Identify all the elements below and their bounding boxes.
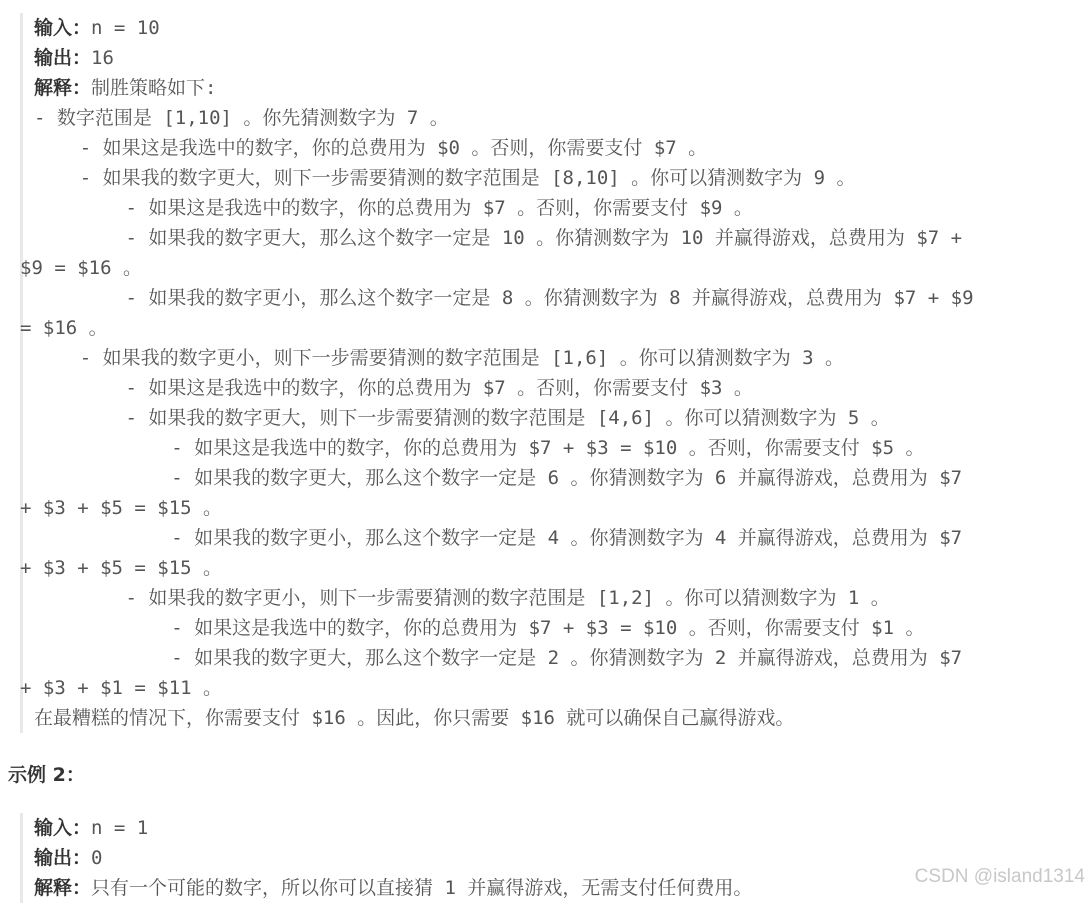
strategy-line: - 如果我的数字更小，则下一步需要猜测的数字范围是 [1,6] 。你可以猜测数字为 3 。 (34, 347, 845, 369)
output-line (34, 843, 894, 873)
strategy-line: - 如果我的数字更大，那么这个数字一定是 2 。你猜测数字为 2 并赢得游戏，总费用为 $7 (34, 647, 963, 669)
strategy-line-continuation: $9 = $16 。 (20, 257, 142, 279)
strategy-line: - 如果这是我选中的数字，你的总费用为 $7 + $3 = $10 。否则，你需要支付 $1 。 (34, 617, 925, 639)
strategy-line: - 如果我的数字更小，那么这个数字一定是 4 。你猜测数字为 4 并赢得游戏，总费用为 $7 (34, 527, 963, 549)
strategy-line: - 如果这是我选中的数字，你的总费用为 $0 。否则，你需要支付 $7 。 (34, 137, 708, 159)
input-line (34, 813, 894, 843)
strategy-line-continuation: + $3 + $5 = $15 。 (20, 557, 223, 579)
strategy-line: - 如果我的数字更小，那么这个数字一定是 8 。你猜测数字为 8 并赢得游戏，总费用为 $7 + $9 (34, 287, 974, 309)
output-line (34, 43, 1089, 73)
explain-line (34, 73, 1089, 103)
input-value: n = 1 (91, 817, 149, 839)
output-label: 输出： (34, 47, 92, 69)
explain-label: 解释： (34, 877, 92, 899)
strategy-line: - 如果我的数字更大，则下一步需要猜测的数字范围是 [4,6] 。你可以猜测数字为 5 。 (34, 407, 890, 429)
explain-label: 解释： (34, 77, 92, 99)
example-2-block (20, 813, 894, 903)
output-value: 0 (91, 847, 103, 869)
input-label: 输入： (34, 817, 92, 839)
strategy-line: - 如果这是我选中的数字，你的总费用为 $7 。否则，你需要支付 $3 。 (34, 377, 753, 399)
strategy-line: - 如果我的数字更大，那么这个数字一定是 10 。你猜测数字为 10 并赢得游戏，总费用为 $7 + (34, 227, 963, 249)
strategy-line: - 数字范围是 [1,10] 。你先猜测数字为 7 。 (34, 107, 449, 129)
output-value: 16 (91, 47, 114, 69)
csdn-watermark: CSDN @island1314 (914, 866, 1085, 887)
input-label: 输入： (34, 17, 92, 39)
input-line (34, 13, 1089, 43)
explain-value: 只有一个可能的数字，所以你可以直接猜 1 并赢得游戏，无需支付任何费用。 (91, 877, 753, 899)
explain-line (34, 873, 894, 903)
strategy-line: - 如果我的数字更大，那么这个数字一定是 6 。你猜测数字为 6 并赢得游戏，总费用为 $7 (34, 467, 963, 489)
strategy-line-continuation: + $3 + $5 = $15 。 (20, 497, 223, 519)
input-value: n = 10 (91, 17, 160, 39)
output-label: 输出： (34, 847, 92, 869)
strategy-line: - 如果这是我选中的数字，你的总费用为 $7 + $3 = $10 。否则，你需要支付 $5 。 (34, 437, 925, 459)
strategy-line-continuation: = $16 。 (20, 317, 108, 339)
strategy-line-continuation: + $3 + $1 = $11 。 (20, 677, 223, 699)
strategy-line: - 如果我的数字更小，则下一步需要猜测的数字范围是 [1,2] 。你可以猜测数字为 1 。 (34, 587, 890, 609)
example-1-block (20, 13, 1089, 733)
conclusion-line: 在最糟糕的情况下，你需要支付 $16 。因此，你只需要 $16 就可以确保自己赢得游戏。 (34, 707, 795, 729)
strategy-line: - 如果这是我选中的数字，你的总费用为 $7 。否则，你需要支付 $9 。 (34, 197, 753, 219)
example-2-heading: 示例 2： (8, 764, 85, 786)
explain-value: 制胜策略如下: (91, 77, 217, 99)
strategy-line: - 如果我的数字更大，则下一步需要猜测的数字范围是 [8,10] 。你可以猜测数字为 9 。 (34, 167, 856, 189)
